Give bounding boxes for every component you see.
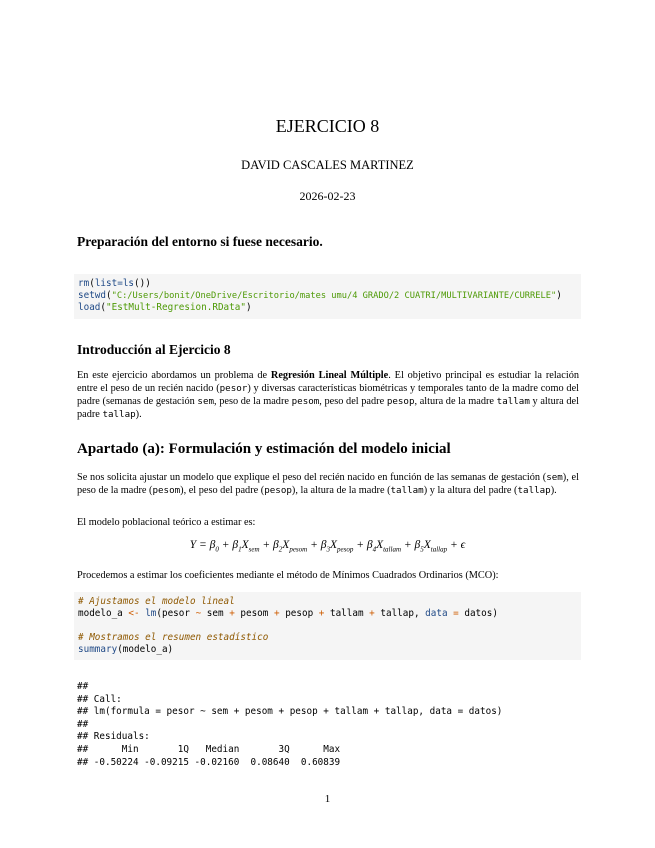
heading-preparacion: Preparación del entorno si fuese necesario. [77, 234, 323, 249]
document-author: DAVID CASCALES MARTINEZ [241, 158, 414, 172]
code-comment: # Mostramos el resumen estadístico [78, 632, 269, 643]
output-line: ## [77, 718, 89, 730]
page-number: 1 [324, 793, 331, 805]
model-intro-text: El modelo poblacional teórico a estimar es: [77, 517, 256, 528]
code-line: load("EstMult-Regresion.RData") [78, 302, 252, 313]
intro-paragraph: En este ejercicio abordamos un problema de Regresión Lineal Múltiple. El objetivo principal es estudiar la relación entre el peso de un recién nacido (pesor) y diversas características biométricas y temporales tanto de la madre como del padre (semanas de gestación sem, peso de la madre pesom, peso del padre pesop, altura de la madre tallam y altura del padre tallap). [77, 370, 580, 420]
code-line: rm(list=ls()) [78, 278, 151, 289]
output-line: ## Residuals: [77, 731, 150, 743]
apartado-paragraph: Se nos solicita ajustar un modelo que explique el peso del recién nacido en función de las semanas de gestación (sem), el peso de la madre (pesom), el peso del padre (pesop), la altura de la madre (tallam) y la altura del padre (tallap). [77, 472, 579, 496]
output-line: ## Min 1Q Median 3Q Max [77, 744, 341, 755]
model-formula: $Y = \beta_0 + \beta_1X_{sem} + \beta_2X_{pesom} + \beta_3X_{pesop} + \beta_4X_{tallam} + \beta_5X_{tallap} + \epsilon$ [189, 539, 466, 554]
document-title: EJERCICIO 8 [275, 116, 380, 136]
code-line: summary(modelo_a) [78, 644, 174, 655]
output-line: ## lm(formula = pesor ~ sem + pesom + pesop + tallam + tallap, data = datos) [77, 706, 503, 718]
heading-introduccion: Introducción al Ejercicio 8 [77, 342, 231, 357]
output-line: ## [77, 681, 89, 692]
output-line: ## -0.50224 -0.09215 -0.02160 0.08640 0.60839 [77, 756, 341, 768]
mco-text: Procedemos a estimar los coeficientes mediante el método de Mínimos Cuadrados Ordinarios (MCO): [77, 570, 499, 581]
document-date: 2026-02-23 [299, 189, 356, 203]
code-line: modelo_a <- lm(pesor ~ sem + pesom + pesop + tallam + tallap, data = datos) [78, 608, 498, 619]
code-line: setwd("C:/Users/bonit/OneDrive/Escritorio/mates umu/4 GRADO/2 CUATRI/MULTIVARIANTE/CURRELE") [78, 290, 562, 301]
output-line: ## Call: [77, 693, 122, 705]
code-block-model [74, 592, 581, 660]
code-block-setup [74, 274, 581, 319]
code-comment: # Ajustamos el modelo lineal [78, 596, 235, 607]
heading-apartado-a: Apartado (a): Formulación y estimación del modelo inicial [77, 441, 451, 457]
